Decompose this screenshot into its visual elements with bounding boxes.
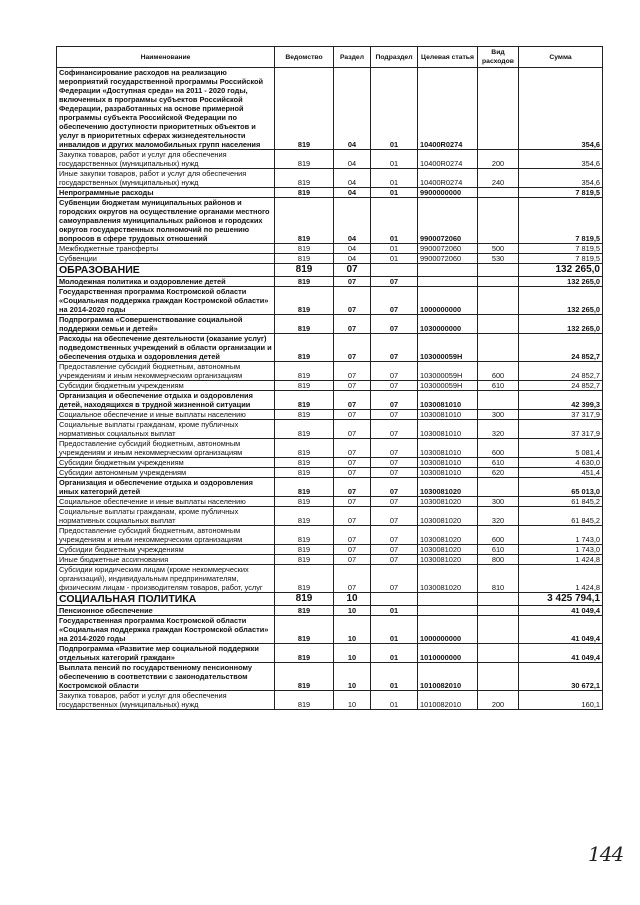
budget-table	[56, 46, 603, 710]
cell-name: Непрограммные расходы	[57, 188, 275, 198]
cell-razdel: 07	[334, 468, 371, 478]
cell-vr	[478, 315, 519, 334]
cell-vr	[478, 188, 519, 198]
cell-ved: 819	[275, 410, 334, 420]
cell-podrazdel: 01	[371, 68, 418, 150]
cell-cs: 1030081010	[418, 420, 478, 439]
cell-ved: 819	[275, 507, 334, 526]
cell-razdel: 07	[334, 507, 371, 526]
cell-cs: 1030081010	[418, 391, 478, 410]
column-header: Целевая статья	[418, 47, 478, 68]
cell-sum: 451,4	[519, 468, 603, 478]
cell-razdel: 07	[334, 565, 371, 593]
column-header: Сумма	[519, 47, 603, 68]
cell-podrazdel: 07	[371, 458, 418, 468]
cell-sum: 41 049,4	[519, 606, 603, 616]
cell-podrazdel: 07	[371, 391, 418, 410]
column-header: Подраздел	[371, 47, 418, 68]
cell-name: Организация и обеспечение отдыха и оздоровления иных категорий детей	[57, 478, 275, 497]
table-row	[57, 169, 603, 188]
cell-ved: 819	[275, 593, 334, 606]
cell-cs: 1030081010	[418, 439, 478, 458]
cell-razdel: 10	[334, 593, 371, 606]
cell-ved: 819	[275, 244, 334, 254]
cell-vr	[478, 616, 519, 644]
cell-podrazdel: 01	[371, 663, 418, 691]
cell-podrazdel: 01	[371, 198, 418, 244]
cell-podrazdel	[371, 593, 418, 606]
table-row	[57, 362, 603, 381]
cell-razdel: 07	[334, 362, 371, 381]
cell-ved: 819	[275, 334, 334, 362]
table-row	[57, 420, 603, 439]
cell-name: Молодежная политика и оздоровление детей	[57, 277, 275, 287]
table-row	[57, 150, 603, 169]
cell-vr	[478, 644, 519, 663]
cell-name: Предоставление субсидий бюджетным, автономным учреждениям и иным некоммерческим организациям	[57, 362, 275, 381]
cell-razdel: 07	[334, 287, 371, 315]
table-row	[57, 410, 603, 420]
table-row	[57, 555, 603, 565]
cell-ved: 819	[275, 458, 334, 468]
cell-sum: 132 265,0	[519, 264, 603, 277]
cell-razdel: 07	[334, 555, 371, 565]
cell-name: Подпрограмма «Развитие мер социальной поддержки отдельных категорий граждан»	[57, 644, 275, 663]
page-number: 144	[588, 842, 624, 866]
cell-podrazdel: 07	[371, 334, 418, 362]
column-header: Вид расходов	[478, 47, 519, 68]
cell-razdel: 10	[334, 644, 371, 663]
cell-ved: 819	[275, 315, 334, 334]
cell-cs: 1030081010	[418, 410, 478, 420]
table-row	[57, 244, 603, 254]
cell-name: Выплата пенсий по государственному пенсионному обеспечению в соответствии с законодательством Костромской области	[57, 663, 275, 691]
cell-cs: 1000000000	[418, 287, 478, 315]
cell-vr: 610	[478, 545, 519, 555]
cell-razdel: 07	[334, 277, 371, 287]
cell-podrazdel: 01	[371, 644, 418, 663]
cell-sum: 24 852,7	[519, 381, 603, 391]
cell-sum: 1 424,8	[519, 555, 603, 565]
cell-cs: 9900072060	[418, 244, 478, 254]
cell-cs: 1030081020	[418, 497, 478, 507]
cell-name: Предоставление субсидий бюджетным, автономным учреждениям и иным некоммерческим организациям	[57, 526, 275, 545]
cell-podrazdel: 07	[371, 315, 418, 334]
cell-name: Социальное обеспечение и иные выплаты населению	[57, 410, 275, 420]
cell-sum: 61 845,2	[519, 497, 603, 507]
cell-vr	[478, 606, 519, 616]
cell-razdel: 07	[334, 458, 371, 468]
cell-ved: 819	[275, 169, 334, 188]
cell-razdel: 07	[334, 439, 371, 458]
cell-vr: 240	[478, 169, 519, 188]
cell-razdel: 07	[334, 497, 371, 507]
cell-razdel: 10	[334, 606, 371, 616]
cell-podrazdel: 07	[371, 478, 418, 497]
table-row	[57, 391, 603, 410]
cell-name: Предоставление субсидий бюджетным, автономным учреждениям и иным некоммерческим организациям	[57, 439, 275, 458]
cell-ved: 819	[275, 555, 334, 565]
cell-ved: 819	[275, 644, 334, 663]
table-header-row	[57, 47, 603, 68]
cell-name: Межбюджетные трансферты	[57, 244, 275, 254]
cell-vr: 320	[478, 507, 519, 526]
cell-razdel: 04	[334, 150, 371, 169]
cell-sum: 3 425 794,1	[519, 593, 603, 606]
cell-ved: 819	[275, 663, 334, 691]
cell-sum: 132 265,0	[519, 315, 603, 334]
cell-ved: 819	[275, 497, 334, 507]
cell-razdel: 07	[334, 391, 371, 410]
cell-podrazdel: 07	[371, 439, 418, 458]
cell-sum: 37 317,9	[519, 420, 603, 439]
cell-podrazdel: 07	[371, 381, 418, 391]
table-row	[57, 468, 603, 478]
cell-ved: 819	[275, 277, 334, 287]
cell-razdel: 04	[334, 68, 371, 150]
cell-cs: 1030000000	[418, 315, 478, 334]
table-row	[57, 198, 603, 244]
cell-sum: 65 013,0	[519, 478, 603, 497]
cell-vr: 200	[478, 150, 519, 169]
cell-cs: 1030081020	[418, 565, 478, 593]
cell-razdel: 04	[334, 254, 371, 264]
cell-sum: 7 819,5	[519, 198, 603, 244]
cell-podrazdel: 07	[371, 420, 418, 439]
cell-sum: 7 819,5	[519, 244, 603, 254]
cell-cs: 10400R0274	[418, 68, 478, 150]
cell-cs: 1010082010	[418, 663, 478, 691]
cell-sum: 24 852,7	[519, 334, 603, 362]
cell-ved: 819	[275, 565, 334, 593]
cell-sum: 61 845,2	[519, 507, 603, 526]
cell-ved: 819	[275, 254, 334, 264]
cell-ved: 819	[275, 381, 334, 391]
cell-sum: 132 265,0	[519, 287, 603, 315]
cell-sum: 132 265,0	[519, 277, 603, 287]
cell-ved: 819	[275, 391, 334, 410]
cell-name: Расходы на обеспечение деятельности (оказание услуг) подведомственных учреждений в области организации и обеспечения отдыха и оздоровления детей	[57, 334, 275, 362]
table-row	[57, 315, 603, 334]
cell-cs: 10400R0274	[418, 169, 478, 188]
cell-podrazdel: 07	[371, 507, 418, 526]
cell-cs: 103000059H	[418, 381, 478, 391]
cell-ved: 819	[275, 264, 334, 277]
table-row	[57, 68, 603, 150]
cell-podrazdel: 07	[371, 277, 418, 287]
cell-vr: 610	[478, 381, 519, 391]
cell-podrazdel: 01	[371, 150, 418, 169]
column-header: Наименование	[57, 47, 275, 68]
cell-cs: 1030081010	[418, 458, 478, 468]
cell-vr: 530	[478, 254, 519, 264]
cell-ved: 819	[275, 439, 334, 458]
cell-cs: 1030081020	[418, 545, 478, 555]
cell-podrazdel: 07	[371, 362, 418, 381]
table-row	[57, 264, 603, 277]
cell-vr	[478, 478, 519, 497]
table-body	[57, 68, 603, 710]
cell-sum: 1 743,0	[519, 526, 603, 545]
cell-cs: 10400R0274	[418, 150, 478, 169]
cell-podrazdel: 07	[371, 497, 418, 507]
cell-sum: 354,6	[519, 150, 603, 169]
cell-ved: 819	[275, 691, 334, 710]
cell-ved: 819	[275, 150, 334, 169]
cell-name: Субсидии бюджетным учреждениям	[57, 545, 275, 555]
table-row	[57, 254, 603, 264]
cell-ved: 819	[275, 287, 334, 315]
table-row	[57, 458, 603, 468]
column-header: Раздел	[334, 47, 371, 68]
cell-vr	[478, 593, 519, 606]
cell-razdel: 07	[334, 334, 371, 362]
cell-razdel: 10	[334, 691, 371, 710]
cell-podrazdel: 01	[371, 254, 418, 264]
cell-name: Социальные выплаты гражданам, кроме публичных нормативных социальных выплат	[57, 420, 275, 439]
cell-name: Социальные выплаты гражданам, кроме публичных нормативных социальных выплат	[57, 507, 275, 526]
table-row	[57, 526, 603, 545]
cell-vr: 320	[478, 420, 519, 439]
cell-ved: 819	[275, 606, 334, 616]
cell-vr: 300	[478, 497, 519, 507]
cell-podrazdel: 07	[371, 565, 418, 593]
cell-sum: 1 743,0	[519, 545, 603, 555]
cell-podrazdel: 01	[371, 188, 418, 198]
table-row	[57, 478, 603, 497]
cell-sum: 4 630,0	[519, 458, 603, 468]
cell-razdel: 07	[334, 478, 371, 497]
cell-name: ОБРАЗОВАНИЕ	[57, 264, 275, 277]
cell-name: Софинансирование расходов на реализацию мероприятий государственной программы Российской Федерации «Доступная среда» на 2011 - 2020 годы, включенных в программы субъектов Российской Федерации, разработанных на основе примерной программы субъекта Российской Федерации по обеспечению доступности приоритетных объектов и услуг в приоритетных сферах жизнедеятельности инвалидов и других маломобильных групп населения	[57, 68, 275, 150]
table-row	[57, 565, 603, 593]
cell-podrazdel: 01	[371, 691, 418, 710]
cell-podrazdel	[371, 264, 418, 277]
cell-name: Закупка товаров, работ и услуг для обеспечения государственных (муниципальных) нужд	[57, 150, 275, 169]
cell-razdel: 04	[334, 169, 371, 188]
table-row	[57, 691, 603, 710]
cell-ved: 819	[275, 362, 334, 381]
cell-cs: 9900072060	[418, 254, 478, 264]
cell-cs: 1030081020	[418, 555, 478, 565]
cell-podrazdel: 07	[371, 545, 418, 555]
table-row	[57, 644, 603, 663]
table-row	[57, 277, 603, 287]
cell-cs: 1000000000	[418, 616, 478, 644]
cell-vr	[478, 334, 519, 362]
cell-name: Субсидии бюджетным учреждениям	[57, 458, 275, 468]
table-row	[57, 616, 603, 644]
cell-name: Социальное обеспечение и иные выплаты населению	[57, 497, 275, 507]
cell-podrazdel: 01	[371, 606, 418, 616]
column-header: Ведомство	[275, 47, 334, 68]
cell-ved: 819	[275, 198, 334, 244]
cell-ved: 819	[275, 478, 334, 497]
cell-vr	[478, 68, 519, 150]
cell-vr: 800	[478, 555, 519, 565]
cell-sum: 160,1	[519, 691, 603, 710]
cell-name: Субсидии юридическим лицам (кроме некоммерческих организаций), индивидуальным предпринимателям, физическим лицам - производителям товаров, работ, услуг	[57, 565, 275, 593]
cell-name: Субвенции	[57, 254, 275, 264]
cell-ved: 819	[275, 616, 334, 644]
cell-cs: 103000059H	[418, 362, 478, 381]
cell-vr: 500	[478, 244, 519, 254]
cell-cs: 103000059H	[418, 334, 478, 362]
cell-vr: 610	[478, 458, 519, 468]
cell-cs: 1030081020	[418, 478, 478, 497]
cell-ved: 819	[275, 68, 334, 150]
cell-podrazdel: 07	[371, 287, 418, 315]
cell-cs: 9900000000	[418, 188, 478, 198]
cell-name: СОЦИАЛЬНАЯ ПОЛИТИКА	[57, 593, 275, 606]
budget-table-sheet	[56, 46, 602, 710]
table-row	[57, 606, 603, 616]
cell-ved: 819	[275, 188, 334, 198]
table-row	[57, 381, 603, 391]
cell-cs: 1010082010	[418, 691, 478, 710]
table-row	[57, 287, 603, 315]
cell-cs: 1030081010	[418, 468, 478, 478]
cell-vr	[478, 198, 519, 244]
cell-razdel: 07	[334, 410, 371, 420]
cell-vr: 300	[478, 410, 519, 420]
cell-razdel: 07	[334, 545, 371, 555]
cell-vr: 200	[478, 691, 519, 710]
cell-razdel: 10	[334, 616, 371, 644]
cell-ved: 819	[275, 526, 334, 545]
cell-cs: 9900072060	[418, 198, 478, 244]
cell-razdel: 04	[334, 198, 371, 244]
cell-razdel: 04	[334, 188, 371, 198]
cell-vr: 810	[478, 565, 519, 593]
cell-sum: 5 081,4	[519, 439, 603, 458]
cell-name: Государственная программа Костромской области «Социальная поддержка граждан Костромской области» на 2014-2020 годы	[57, 287, 275, 315]
table-row	[57, 593, 603, 606]
cell-razdel: 10	[334, 663, 371, 691]
cell-vr	[478, 287, 519, 315]
table-row	[57, 545, 603, 555]
cell-cs: 1030081020	[418, 507, 478, 526]
cell-sum: 37 317,9	[519, 410, 603, 420]
cell-podrazdel: 07	[371, 468, 418, 478]
cell-podrazdel: 01	[371, 244, 418, 254]
cell-name: Субвенции бюджетам муниципальных районов и городских округов на осуществление органами местного самоуправления муниципальных районов и городских округов государственных полномочий по решению вопросов в сфере трудовых отношений	[57, 198, 275, 244]
cell-podrazdel: 07	[371, 410, 418, 420]
cell-podrazdel: 01	[371, 616, 418, 644]
table-row	[57, 334, 603, 362]
cell-vr	[478, 391, 519, 410]
table-row	[57, 497, 603, 507]
cell-sum: 41 049,4	[519, 644, 603, 663]
cell-name: Пенсионное обеспечение	[57, 606, 275, 616]
cell-cs: 1030081020	[418, 526, 478, 545]
cell-cs	[418, 606, 478, 616]
cell-sum: 354,6	[519, 68, 603, 150]
cell-vr	[478, 264, 519, 277]
cell-name: Субсидии автономным учреждениям	[57, 468, 275, 478]
cell-ved: 819	[275, 468, 334, 478]
cell-cs: 1010000000	[418, 644, 478, 663]
cell-podrazdel: 07	[371, 526, 418, 545]
cell-razdel: 07	[334, 526, 371, 545]
cell-vr: 600	[478, 526, 519, 545]
cell-cs	[418, 593, 478, 606]
cell-name: Закупка товаров, работ и услуг для обеспечения государственных (муниципальных) нужд	[57, 691, 275, 710]
cell-sum: 42 399,3	[519, 391, 603, 410]
cell-name: Иные закупки товаров, работ и услуг для обеспечения государственных (муниципальных) нужд	[57, 169, 275, 188]
cell-sum: 24 852,7	[519, 362, 603, 381]
table-row	[57, 188, 603, 198]
cell-razdel: 04	[334, 244, 371, 254]
cell-cs	[418, 277, 478, 287]
cell-vr	[478, 277, 519, 287]
cell-vr: 620	[478, 468, 519, 478]
table-row	[57, 663, 603, 691]
table-row	[57, 507, 603, 526]
cell-ved: 819	[275, 545, 334, 555]
cell-name: Иные бюджетные ассигнования	[57, 555, 275, 565]
cell-vr: 600	[478, 439, 519, 458]
cell-razdel: 07	[334, 264, 371, 277]
cell-name: Организация и обеспечение отдыха и оздоровления детей, находящихся в трудной жизненной ситуации	[57, 391, 275, 410]
cell-razdel: 07	[334, 315, 371, 334]
cell-sum: 354,6	[519, 169, 603, 188]
cell-podrazdel: 01	[371, 169, 418, 188]
cell-vr	[478, 663, 519, 691]
cell-sum: 41 049,4	[519, 616, 603, 644]
cell-name: Подпрограмма «Совершенствование социальной поддержки семьи и детей»	[57, 315, 275, 334]
cell-vr: 600	[478, 362, 519, 381]
cell-name: Государственная программа Костромской области «Социальная поддержка граждан Костромской области» на 2014-2020 годы	[57, 616, 275, 644]
cell-sum: 30 672,1	[519, 663, 603, 691]
cell-podrazdel: 07	[371, 555, 418, 565]
cell-sum: 7 819,5	[519, 254, 603, 264]
table-row	[57, 439, 603, 458]
cell-ved: 819	[275, 420, 334, 439]
cell-name: Субсидии бюджетным учреждениям	[57, 381, 275, 391]
cell-razdel: 07	[334, 381, 371, 391]
cell-sum: 1 424,8	[519, 565, 603, 593]
cell-cs	[418, 264, 478, 277]
cell-razdel: 07	[334, 420, 371, 439]
cell-sum: 7 819,5	[519, 188, 603, 198]
